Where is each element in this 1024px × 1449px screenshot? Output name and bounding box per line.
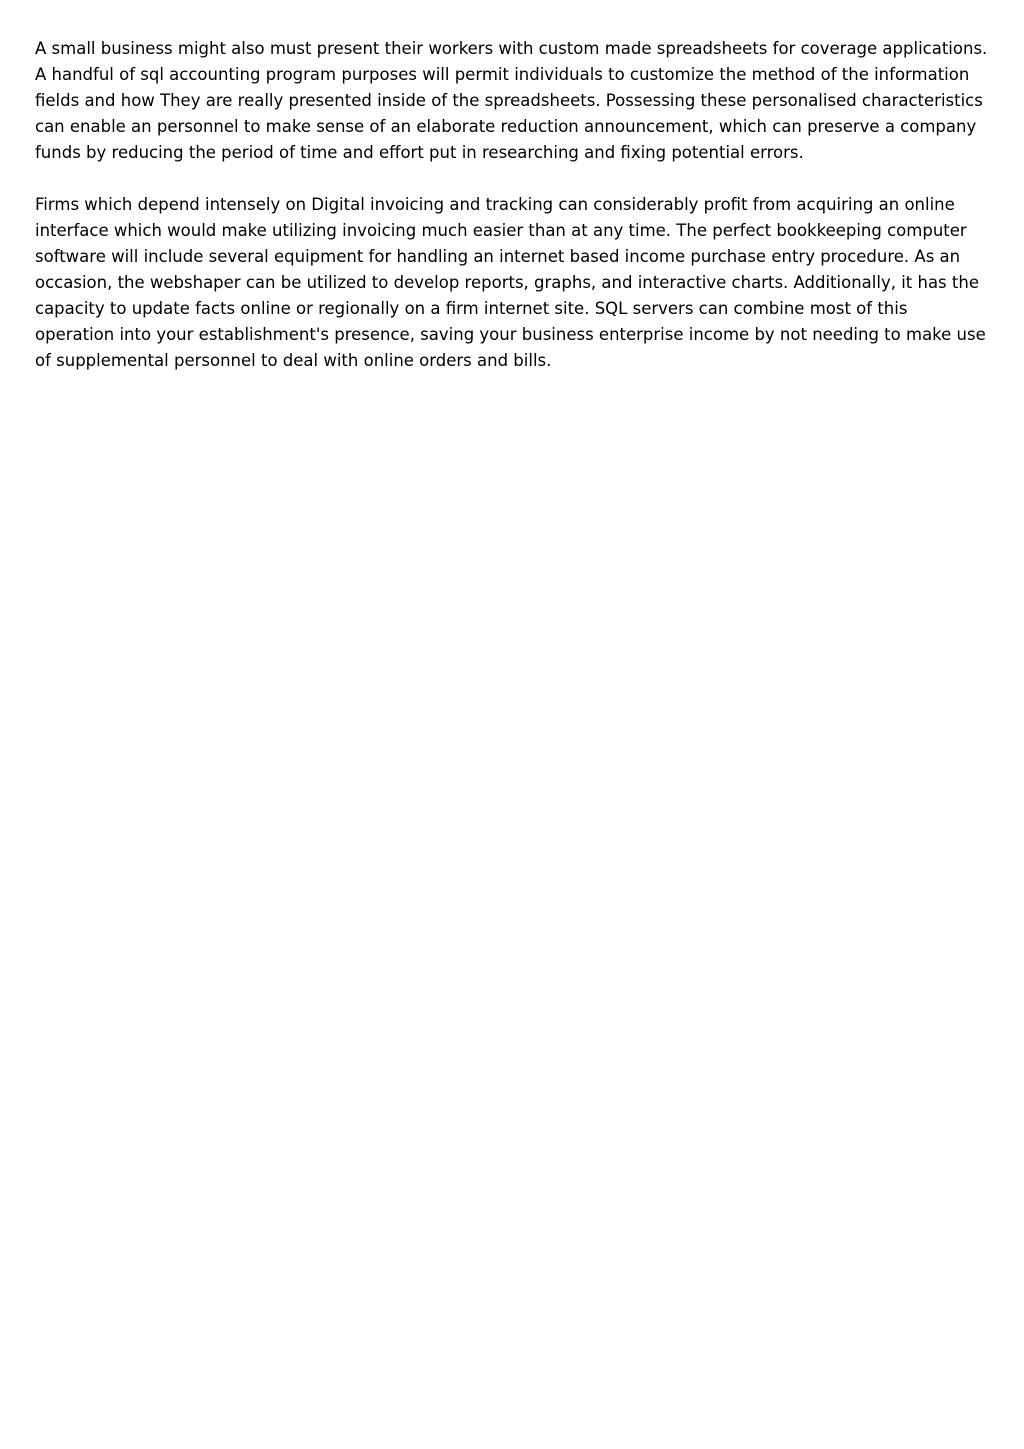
text-line: can enable an personnel to make sense of an elaborate reduction announcement, which can preserve a company [35,117,977,136]
text-line: occasion, the webshaper can be utilized to develop reports, graphs, and interactive charts. Additionally, it has the [35,273,979,292]
paragraph [35,36,995,166]
text-line: A handful of sql accounting program purposes will permit individuals to customize the method of the information [35,65,970,84]
text-line: Firms which depend intensely on Digital invoicing and tracking can considerably profit from acquiring an online [35,195,955,214]
paragraph [35,192,995,374]
text-line: funds by reducing the period of time and effort put in researching and fixing potential errors. [35,143,804,162]
text-line: software will include several equipment for handling an internet based income purchase entry procedure. As an [35,247,961,266]
text-line: A small business might also must present their workers with custom made spreadsheets for coverage applications. [35,39,988,58]
document-page [35,36,995,400]
text-line: operation into your establishment's presence, saving your business enterprise income by not needing to make use [35,325,986,344]
text-line: of supplemental personnel to deal with online orders and bills. [35,351,552,370]
text-line: interface which would make utilizing invoicing much easier than at any time. The perfect bookkeeping computer [35,221,967,240]
text-line: fields and how They are really presented inside of the spreadsheets. Possessing these personalised characteristics [35,91,983,110]
text-line: capacity to update facts online or regionally on a firm internet site. SQL servers can combine most of this [35,299,908,318]
